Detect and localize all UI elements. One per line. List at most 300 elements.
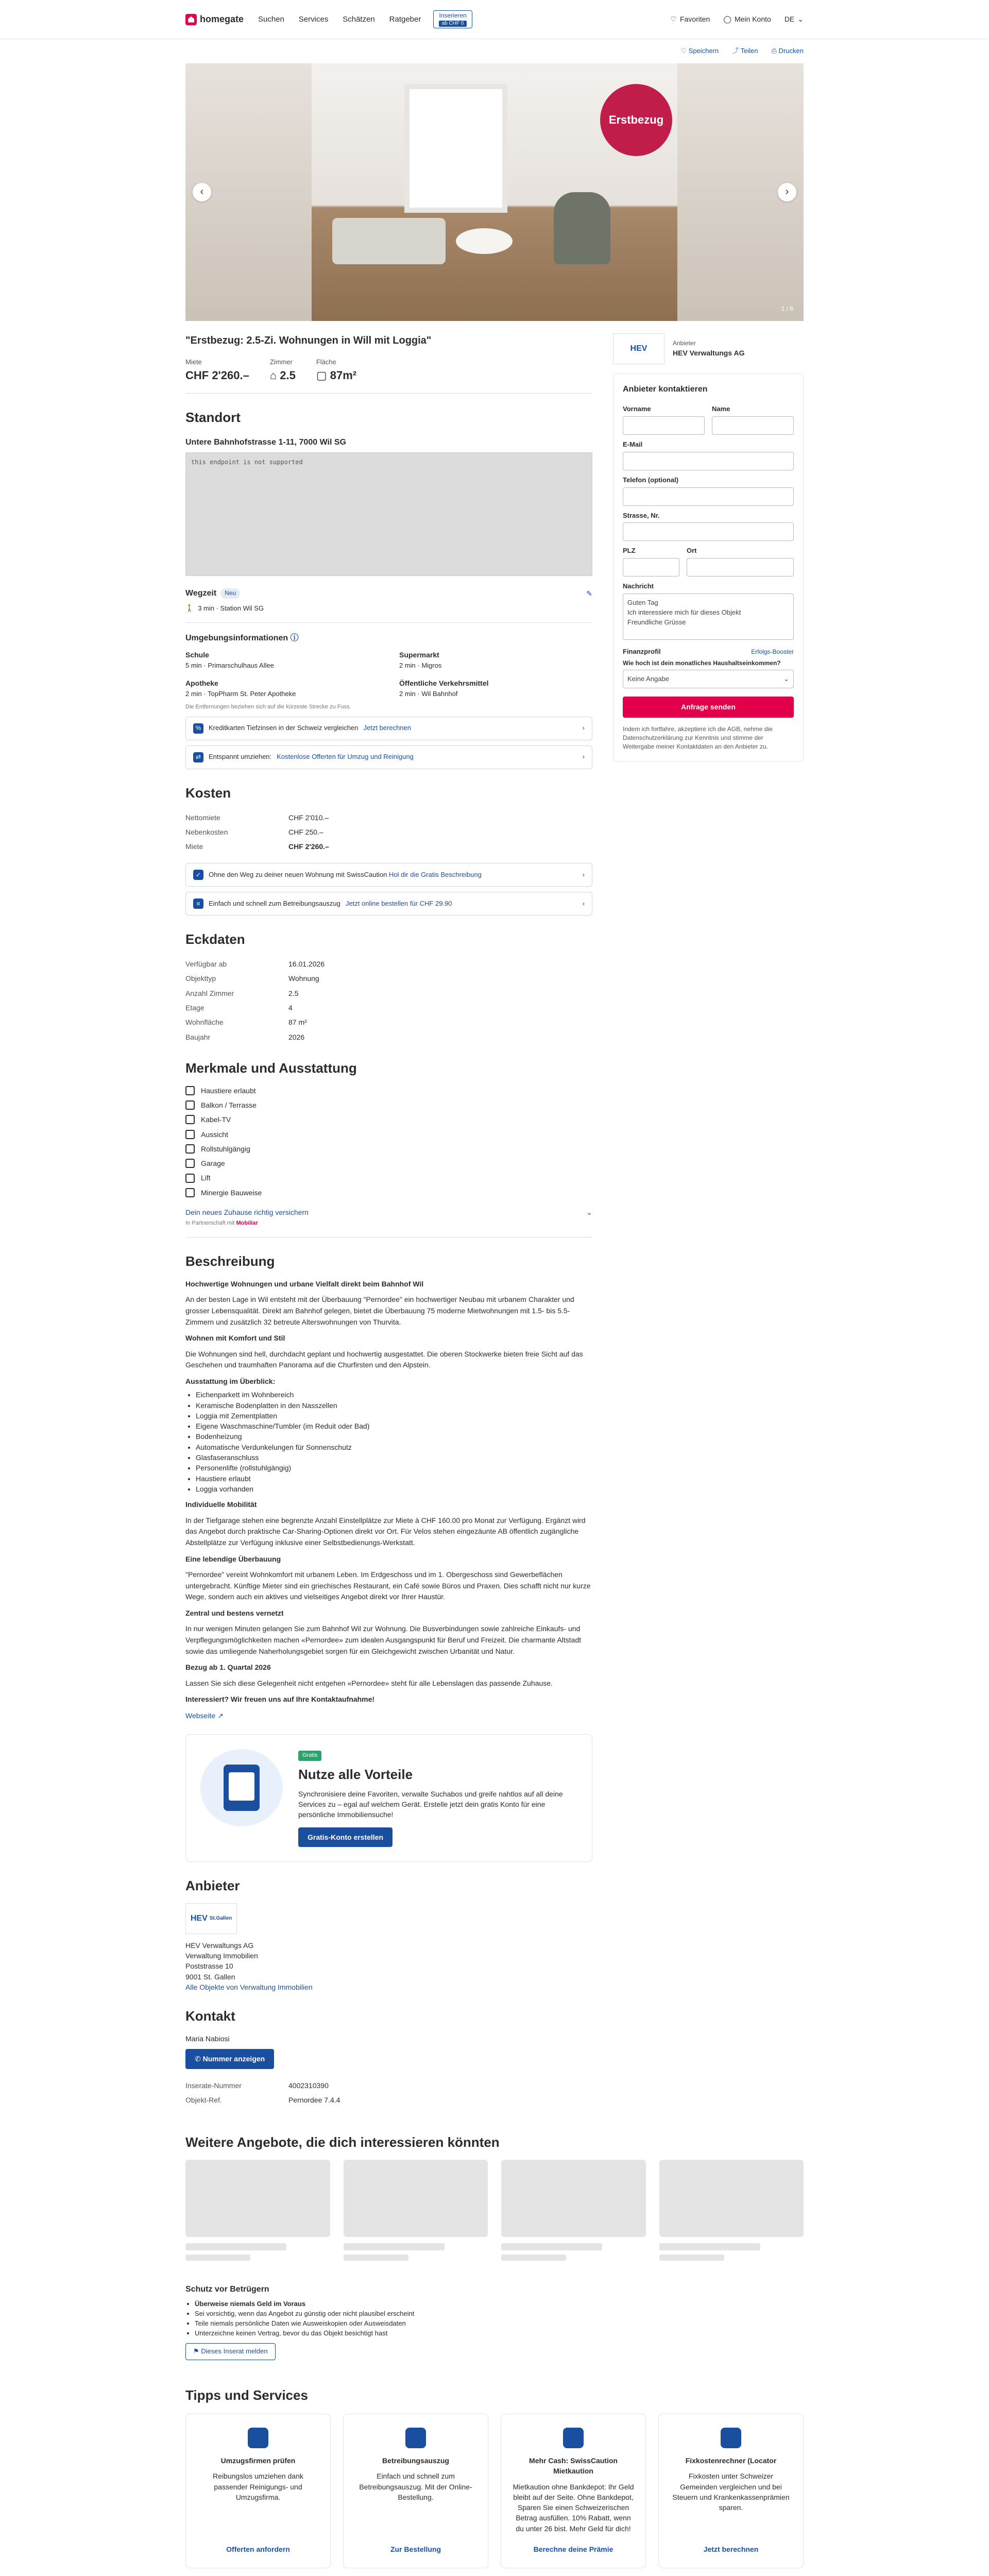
table-row xyxy=(185,1030,325,1044)
table-row xyxy=(185,971,325,986)
main-nav xyxy=(258,14,433,25)
street-field[interactable] xyxy=(623,522,794,541)
contact-form-heading: Anbieter kontaktieren xyxy=(623,384,708,394)
reference-table xyxy=(185,2078,340,2108)
detail-label: Wohnfläche xyxy=(185,1018,224,1027)
area-label: Fläche xyxy=(316,358,336,366)
rent-label: Miete xyxy=(185,358,202,366)
chevron-right-icon: › xyxy=(582,871,585,879)
image-gallery[interactable] xyxy=(185,63,804,321)
feature-label: Lift xyxy=(201,1174,211,1182)
gallery-counter: 1 / 6 xyxy=(781,305,793,313)
table-row xyxy=(185,1015,325,1029)
location-heading: Standort xyxy=(185,409,241,425)
offer-card-skeleton[interactable] xyxy=(344,2160,488,2263)
detail-value: Wohnung xyxy=(288,974,319,983)
agent-label: Anbieter xyxy=(673,340,696,347)
list-item: • Personenlifte (rollstuhlgängig) xyxy=(196,1463,592,1473)
tip-text: Einfach und schnell zum Betreibungsauszug. Mit der Online-Bestellung. xyxy=(359,2472,472,2501)
list-item xyxy=(185,1158,592,1168)
free-badge: Gratis xyxy=(298,1751,321,1761)
ref-value: 4002310390 xyxy=(288,2081,329,2090)
nav-ratgeber[interactable]: Ratgeber xyxy=(389,14,421,24)
nav-suchen[interactable]: Suchen xyxy=(258,14,284,24)
offer-line xyxy=(344,2255,408,2261)
list-item: • Sei vorsichtig, wenn das Angebot zu günstig oder nicht plausibel erscheint xyxy=(195,2309,592,2319)
ref-label: Objekt-Ref. xyxy=(185,2095,222,2104)
inserieren-sub: ab CHF 0 xyxy=(439,21,466,27)
map-error-text: this endpoint is not supported xyxy=(191,459,303,466)
city-field[interactable] xyxy=(687,558,794,577)
description-subtitle: Interessiert? Wir freuen uns auf Ihre Kontaktaufnahme! xyxy=(185,1695,375,1704)
show-number-label: Nummer anzeigen xyxy=(202,2055,265,2063)
banner-text: Einfach und schnell zum Betreibungsauszug xyxy=(209,900,340,908)
agent-logo: HEV xyxy=(613,333,664,364)
logo-text: homegate xyxy=(200,14,244,25)
city-row xyxy=(623,541,794,577)
show-number-button[interactable] xyxy=(185,2049,274,2069)
description-subtitle: Hochwertige Wohnungen und urbane Vielfalt direkt beim Bahnhof Wil xyxy=(185,1279,424,1288)
pet-icon xyxy=(185,1086,195,1095)
email-field[interactable] xyxy=(623,452,794,470)
contact-name: Maria Nabiosi xyxy=(185,2034,230,2043)
website-link[interactable] xyxy=(185,1711,224,1720)
description-paragraph: Die Wohnungen sind hell, durchdacht geplant und hochwertig ausgestattet. Die oberen Stockwerke bieten freie Sicht auf das Geschehen und traumhaften Panorama auf die Churfirsten und den Alpstein. xyxy=(185,1349,583,1369)
tip-card xyxy=(185,2414,331,2568)
offer-line xyxy=(185,2255,250,2261)
features-heading: Merkmale und Ausstattung xyxy=(185,1060,357,1076)
phone-illustration-icon xyxy=(200,1749,283,1826)
finance-row xyxy=(623,647,794,657)
detail-value: 87 m² xyxy=(288,1018,307,1027)
favorites-link[interactable] xyxy=(670,14,710,24)
window-shape xyxy=(404,84,507,213)
table-shape xyxy=(456,228,513,254)
share-button[interactable]: ⤴ Teilen xyxy=(732,47,758,55)
lower-section xyxy=(185,2133,804,2576)
description-subtitle: Eine lebendige Überbauung xyxy=(185,1554,281,1563)
all-objects-link[interactable]: Alle Objekte von Verwaltung Immobilien xyxy=(185,1982,313,1991)
favorites-label: Favoriten xyxy=(679,15,710,24)
table-row xyxy=(185,986,325,1001)
surroundings-heading xyxy=(185,632,592,644)
rent-fact xyxy=(185,358,249,384)
promo-text: Synchronisiere deine Favoriten, verwalte Suchabos und greife nahtlos auf all deine Services zu – egal auf welchem Gerät. Erstelle jetzt dein gratis Konto für eine persönliche Immobiliensuche! xyxy=(298,1789,563,1819)
garage-icon xyxy=(185,1159,195,1168)
zip-label: PLZ xyxy=(623,547,636,555)
chevron-right-icon: › xyxy=(582,753,585,761)
tip-card xyxy=(658,2414,804,2568)
feature-label: Kabel-TV xyxy=(201,1115,231,1124)
list-item: • Teile niemals persönliche Daten wie Ausweiskopien oder Ausweisdaten xyxy=(195,2319,592,2329)
submit-request-button[interactable]: Anfrage senden xyxy=(623,697,794,717)
save-label: Speichern xyxy=(688,47,719,55)
poi-value: 2 min · TopPharm St. Peter Apotheke xyxy=(185,690,296,698)
detail-label: Objekttyp xyxy=(185,974,216,983)
inserieren-label: Inserieren xyxy=(439,12,467,20)
detail-value: 4 xyxy=(288,1004,293,1012)
ref-value: Pernordee 7.4.4 xyxy=(288,2095,340,2104)
offer-card-skeleton[interactable] xyxy=(501,2160,646,2263)
chevron-right-icon: › xyxy=(582,900,585,908)
cost-label: Miete xyxy=(185,842,203,851)
banner-text: Kreditkarten Tiefzinsen in der Schweiz vergleichen xyxy=(209,724,359,732)
description-subtitle: Bezug ab 1. Quartal 2026 xyxy=(185,1663,271,1672)
tip-text: Fixkosten unter Schweizer Gemeinden vergleichen und bei Steuern und Krankenkassenprämien sparen. xyxy=(672,2472,790,2512)
area-icon: ▢ xyxy=(316,368,330,382)
email-label: E-Mail xyxy=(623,440,643,448)
credit-banner[interactable] xyxy=(185,717,592,740)
chevron-down-icon: ⌄ xyxy=(586,1208,592,1216)
tip-title: Fixkostenrechner (Locator xyxy=(685,2456,777,2465)
offer-card-skeleton[interactable] xyxy=(185,2160,330,2263)
table-row xyxy=(185,839,329,854)
walk-icon: 🚶 xyxy=(185,604,194,612)
detail-label: Etage xyxy=(185,1004,204,1012)
poi-label: Schule xyxy=(185,650,209,659)
description-paragraph: Lassen Sie sich diese Gelegenheit nicht entgehen «Pernordee» steht für alle Lebenslagen das passende Zuhause. xyxy=(185,1679,553,1687)
detail-label: Baujahr xyxy=(185,1032,211,1041)
leaf-icon xyxy=(185,1188,195,1197)
elevator-icon xyxy=(185,1174,195,1183)
tips-grid xyxy=(185,2414,804,2568)
list-item xyxy=(185,1086,592,1096)
area-fact xyxy=(316,358,356,384)
key-facts xyxy=(185,358,592,384)
message-label: Nachricht xyxy=(623,582,654,590)
logo-text: HEV xyxy=(190,1914,208,1923)
list-item xyxy=(185,1144,592,1154)
calculator-icon: % xyxy=(193,723,203,734)
fraud-list xyxy=(195,2299,592,2338)
list-item: • Automatische Verdunkelungen für Sonnenschutz xyxy=(196,1442,592,1452)
top-navigation xyxy=(0,0,989,39)
inserieren-button[interactable] xyxy=(433,10,472,28)
agent-summary xyxy=(613,333,804,364)
first-name-label: Vorname xyxy=(623,405,651,413)
commute-row xyxy=(185,604,592,614)
offers-carousel xyxy=(185,2160,804,2263)
list-item: • Eichenparkett im Wohnbereich xyxy=(196,1389,592,1400)
last-name-field[interactable] xyxy=(712,416,794,435)
shield-icon: ✓ xyxy=(193,870,203,880)
list-item xyxy=(185,1188,592,1198)
table-row xyxy=(185,825,329,839)
offer-line xyxy=(185,2243,286,2250)
tv-icon xyxy=(185,1115,195,1124)
phone-field[interactable] xyxy=(623,487,794,506)
list-item: • Haustiere erlaubt xyxy=(196,1473,592,1484)
poi-value: 2 min · Migros xyxy=(399,661,442,669)
banner-link[interactable]: Jetzt online bestellen für CHF 29.90 xyxy=(345,900,452,908)
divider xyxy=(185,1237,592,1238)
description-paragraph: In nur wenigen Minuten gelangen Sie zum Bahnhof Wil zur Wohnung. Die Busverbindungen sowie zahlreiche Einkaufs- und Verpflegungsmöglichkeiten machen «Pernordee» zum idealen Ausgangspunkt für Beruf und Freizeit. Die charmante Altstadt sowie das umliegende Naherholungsgebiet sorgen für ein Gleichgewicht zwischen Urbanität und Natur. xyxy=(185,1624,582,1655)
details-table xyxy=(185,957,325,1044)
costs-table xyxy=(185,810,329,854)
rooms-label: Zimmer xyxy=(269,358,293,366)
tip-title: Mehr Cash: SwissCaution Mietkaution xyxy=(529,2456,618,2476)
offer-card-skeleton[interactable] xyxy=(659,2160,804,2263)
document-icon: ≡ xyxy=(193,899,203,909)
ref-label: Inserate-Nummer xyxy=(185,2081,242,2090)
user-icon: ◯ xyxy=(723,15,731,24)
detail-value: 2.5 xyxy=(288,989,299,997)
rooms-fact xyxy=(270,358,296,384)
list-item: • Eigene Waschmaschine/Tumbler (im Reduit oder Bad) xyxy=(196,1421,592,1431)
truck-icon: ⇄ xyxy=(193,752,203,762)
tip-title: Betreibungsauszug xyxy=(382,2456,449,2465)
poi-label: Apotheke xyxy=(185,679,218,687)
logo-sub: St.Gallen xyxy=(209,1915,232,1921)
info-icon[interactable]: ⓘ xyxy=(290,634,299,643)
moving-box-icon xyxy=(248,2428,268,2448)
area-value: 87m² xyxy=(330,368,357,382)
list-item xyxy=(185,1114,592,1125)
table-row xyxy=(185,1001,325,1015)
description-subtitle: Ausstattung im Überblick: xyxy=(185,1377,276,1385)
sidebar xyxy=(613,333,804,2107)
poi-value: 5 min · Primarschulhaus Allee xyxy=(185,661,274,669)
list-item: • Überweise niemals Geld im Voraus xyxy=(195,2299,592,2309)
print-button[interactable]: ⎙ Drucken xyxy=(771,47,804,55)
wheelchair-icon xyxy=(185,1144,195,1154)
more-offers-heading: Weitere Angebote, die dich interessieren könnten xyxy=(185,2134,500,2150)
detail-label: Anzahl Zimmer xyxy=(185,989,234,997)
edit-icon[interactable]: ✎ xyxy=(586,589,592,598)
language-label: DE xyxy=(784,15,795,24)
list-item xyxy=(185,1129,592,1140)
address: Untere Bahnhofstrasse 1-11, 7000 Wil SG xyxy=(185,438,346,447)
poi-label: Öffentliche Verkehrsmittel xyxy=(399,679,489,687)
moving-banner[interactable] xyxy=(185,745,592,769)
list-item: • Glasfaseranschluss xyxy=(196,1452,592,1463)
offer-line xyxy=(501,2255,566,2261)
new-badge: Neu xyxy=(220,588,240,598)
list-item: • Loggia mit Zementplatten xyxy=(196,1411,592,1421)
phone-label: Telefon (optional) xyxy=(623,476,679,484)
flag-icon: ⚑ xyxy=(193,2347,201,2355)
street-label: Strasse, Nr. xyxy=(623,511,660,519)
contact-heading: Kontakt xyxy=(185,2008,235,2024)
offer-image xyxy=(501,2160,646,2237)
external-link-icon: ↗ xyxy=(217,1711,224,1720)
nav-services[interactable]: Services xyxy=(298,14,329,24)
list-item: • Loggia vorhanden xyxy=(196,1484,592,1494)
mobiliar-logo: Mobiliar xyxy=(236,1220,258,1227)
print-label: Drucken xyxy=(778,47,804,55)
insurance-accordion[interactable] xyxy=(185,1207,592,1217)
list-item xyxy=(185,1100,592,1110)
gallery-prev-arrow-icon[interactable]: ‹ xyxy=(193,183,211,201)
commute-title: Wegzeit xyxy=(185,589,217,598)
chevron-down-icon: ⌄ xyxy=(783,674,789,683)
document-icon xyxy=(405,2428,426,2448)
amenities-list xyxy=(196,1389,592,1494)
cost-value: CHF 2'010.– xyxy=(288,813,329,822)
offer-image xyxy=(659,2160,804,2237)
sofa-shape xyxy=(332,218,446,264)
description-subtitle: Individuelle Mobilität xyxy=(185,1500,257,1509)
commute-header xyxy=(185,587,592,599)
contact-form xyxy=(613,374,804,761)
rooms-value: 2.5 xyxy=(280,368,296,382)
income-question: Wie hoch ist dein monatliches Haushaltseinkommen? xyxy=(623,659,781,667)
commute-text: 3 min · Station Wil SG xyxy=(198,604,264,612)
offer-line xyxy=(344,2243,445,2250)
advertiser-city: 9001 St. Gallen xyxy=(185,1972,235,1981)
message-field[interactable]: Guten Tag Ich interessiere mich für dieses Objekt Freundliche Grüsse xyxy=(623,594,794,640)
cost-value: CHF 2'260.– xyxy=(288,842,329,851)
banner-text: Entspannt umziehen: xyxy=(209,753,272,761)
offer-line xyxy=(501,2243,602,2250)
website-label: Webseite xyxy=(185,1711,216,1720)
tip-link[interactable]: Offerten anfordern xyxy=(226,2545,290,2553)
offer-line xyxy=(659,2243,760,2250)
tip-link[interactable]: Berechne deine Prämie xyxy=(533,2545,613,2553)
gallery-next-arrow-icon[interactable]: › xyxy=(778,183,796,201)
poi-pharmacy xyxy=(185,678,379,699)
calculator-icon xyxy=(721,2428,741,2448)
income-select[interactable] xyxy=(623,670,794,688)
balcony-icon xyxy=(185,1100,195,1110)
table-row xyxy=(185,2093,340,2107)
feature-label: Haustiere erlaubt xyxy=(201,1086,256,1095)
tip-link[interactable]: Zur Bestellung xyxy=(390,2545,441,2553)
poi-supermarket xyxy=(399,650,592,671)
surroundings-grid xyxy=(185,650,592,699)
costs-heading: Kosten xyxy=(185,785,231,801)
poi-school xyxy=(185,650,379,671)
banner-text: Ohne den Weg zu deiner neuen Wohnung mit SwissCaution xyxy=(209,871,387,879)
description-paragraph: In der Tiefgarage stehen eine begrenzte Anzahl Einstellplätze zur Miete à CHF 160.00 pro Monat zur Verfügung. Ergänzt wird das Angebot durch praktische Car-Sharing-Optionen direkt vor Ort. Für Velos stehen eingezäunte AB öffentlich zugängliche Abstellplätze zur Verfügung inklusive einer Selbstbedienungs-Werkstatt. xyxy=(185,1516,586,1547)
advertiser-logo xyxy=(185,1903,237,1934)
advertiser-street: Poststrasse 10 xyxy=(185,1962,233,1971)
house-logo-icon xyxy=(185,14,197,25)
feature-label: Balkon / Terrasse xyxy=(201,1100,257,1109)
table-row xyxy=(185,957,325,971)
shield-icon xyxy=(563,2428,584,2448)
map-placeholder[interactable] xyxy=(185,452,592,576)
income-selected: Keine Angabe xyxy=(627,674,669,683)
heart-icon: ♡ xyxy=(670,15,677,24)
feature-label: Garage xyxy=(201,1159,225,1168)
create-account-button[interactable]: Gratis-Konto erstellen xyxy=(298,1827,393,1847)
advertiser-heading: Anbieter xyxy=(185,1878,240,1894)
advertiser-name: HEV Verwaltungs AG xyxy=(185,1941,254,1950)
description-paragraph: An der besten Lage in Wil entsteht mit der Überbauung "Pernordee" ein hochwertiger Neubau mit urbanem Charakter und grosser Lebensqualität. Direkt am Bahnhof gelegen, bietet die Überbauung 75 moderne Mietwohnungen mit 1.5- bis 5.5-Zimmern und zusätzlich 32 betreute Alterswohnungen von Thurvita. xyxy=(185,1295,574,1326)
table-row xyxy=(185,810,329,825)
offer-image xyxy=(344,2160,488,2237)
user-menu xyxy=(670,14,804,24)
listing-actions xyxy=(0,39,989,63)
partner-label: In Partnerschaft mit xyxy=(185,1220,235,1227)
account-label: Mein Konto xyxy=(734,15,771,24)
account-promo xyxy=(185,1734,592,1862)
fraud-heading: Schutz vor Betrügern xyxy=(185,2284,269,2294)
poi-value: 2 min · Wil Bahnhof xyxy=(399,690,458,698)
promo-title: Nutze alle Vorteile xyxy=(298,1767,413,1783)
share-label: Teilen xyxy=(740,47,758,55)
feature-label: Minergie Bauweise xyxy=(201,1188,262,1197)
zip-field[interactable] xyxy=(623,558,679,577)
list-item xyxy=(185,1173,592,1183)
features-list xyxy=(185,1086,592,1198)
table-row xyxy=(185,2078,340,2093)
detail-label: Verfügbar ab xyxy=(185,960,227,969)
tip-text: Mietkaution ohne Bankdepot: Ihr Geld bleibt auf der Seite. Ohne Bankdepot, Sparen Sie einen Schweizerischen Betrag ausfüllen. 10% Rabatt, wenn du unter 26 bist. Mehr Geld für dich! xyxy=(513,2482,634,2533)
poi-transport xyxy=(399,678,592,699)
erstbezug-badge: Erstbezug xyxy=(600,84,672,156)
feature-label: Aussicht xyxy=(201,1130,228,1139)
tips-heading: Tipps und Services xyxy=(185,2387,308,2403)
chair-shape xyxy=(554,192,610,264)
fraud-section xyxy=(185,2283,592,2360)
rent-value: CHF 2'260.– xyxy=(185,368,249,382)
phone-icon: ✆ xyxy=(195,2055,203,2063)
advertiser-line: Verwaltung Immobilien xyxy=(185,1952,258,1960)
report-listing-button[interactable] xyxy=(185,2343,276,2360)
banner-link[interactable]: Kostenlose Offerten für Umzug und Reinigung xyxy=(277,753,414,761)
offer-image xyxy=(185,2160,330,2237)
cost-value: CHF 250.– xyxy=(288,827,323,836)
booster-link[interactable]: Erfolgs-Booster xyxy=(751,648,794,655)
view-icon xyxy=(185,1130,195,1139)
list-item: • Bodenheizung xyxy=(196,1431,592,1442)
save-button[interactable]: ♡ Speichern xyxy=(680,47,719,55)
tip-text: Reibungslos umziehen dank passender Reinigungs- und Umzugsfirma. xyxy=(213,2472,303,2501)
account-link[interactable] xyxy=(723,14,771,24)
list-item: • Unterzeichne keinen Vertrag, bevor du das Objekt besichtigt hast xyxy=(195,2329,592,2338)
city-label: Ort xyxy=(687,547,697,555)
swisscaution-banner[interactable] xyxy=(185,863,592,887)
debt-extract-banner[interactable] xyxy=(185,892,592,916)
rooms-icon: ⌂ xyxy=(269,368,280,382)
chevron-right-icon: › xyxy=(582,724,585,732)
banner-link[interactable]: Jetzt berechnen xyxy=(363,724,411,732)
listing-main xyxy=(185,333,592,2107)
poi-label: Supermarkt xyxy=(399,650,439,659)
language-select[interactable] xyxy=(785,14,804,24)
homegate-logo[interactable] xyxy=(185,12,244,26)
nav-schaetzen[interactable]: Schätzen xyxy=(343,14,375,24)
list-item: • Keramische Bodenplatten in den Nasszellen xyxy=(196,1400,592,1411)
description-paragraph: "Pernordee" vereint Wohnkomfort mit urbanem Leben. Im Erdgeschoss und im 1. Obergeschoss sind Gewerbeflächen untergebracht. Künftige Mieter sind ein griechisches Restaurant, ein Café sowie Büros und Praxen. Dies schafft nicht nur kurze Wege, sondern auch ein aktives und vielseitiges Angebot direkt vor Ihrer Haustür. xyxy=(185,1570,591,1601)
tip-title: Umzugsfirmen prüfen xyxy=(220,2456,296,2465)
report-label: Dieses Inserat melden xyxy=(201,2347,268,2355)
description-subtitle: Wohnen mit Komfort und Stil xyxy=(185,1334,285,1343)
consent-text: Indem ich fortfahre, akzeptiere ich die AGB, nehme die Datenschutzerklärung zur Kenntnis und stimme der Weitergabe meiner Kontaktdaten an den Anbieter zu. xyxy=(623,725,773,751)
banner-link[interactable]: Hol dir die Gratis Beschreibung xyxy=(389,871,482,879)
feature-label: Rollstuhlgängig xyxy=(201,1144,250,1153)
description-body xyxy=(185,1279,592,1721)
cost-label: Nettomiete xyxy=(185,813,220,822)
offer-line xyxy=(659,2255,724,2261)
tip-card xyxy=(501,2414,646,2568)
partner-note xyxy=(185,1219,592,1228)
tip-link[interactable]: Jetzt berechnen xyxy=(703,2545,759,2553)
description-subtitle: Zentral und bestens vernetzt xyxy=(185,1608,284,1617)
last-name-label: Name xyxy=(712,405,730,413)
accordion-label: Dein neues Zuhause richtig versichern xyxy=(185,1208,309,1216)
chevron-down-icon: ⌄ xyxy=(797,15,804,24)
agent-name: HEV Verwaltungs AG xyxy=(673,349,745,358)
listing-title: "Erstbezug: 2.5-Zi. Wohnungen in Will mit Loggia" xyxy=(185,334,432,346)
first-name-field[interactable] xyxy=(623,416,705,435)
cost-label: Nebenkosten xyxy=(185,827,228,836)
name-row xyxy=(623,399,794,435)
detail-value: 16.01.2026 xyxy=(288,960,325,969)
divider xyxy=(185,393,592,394)
